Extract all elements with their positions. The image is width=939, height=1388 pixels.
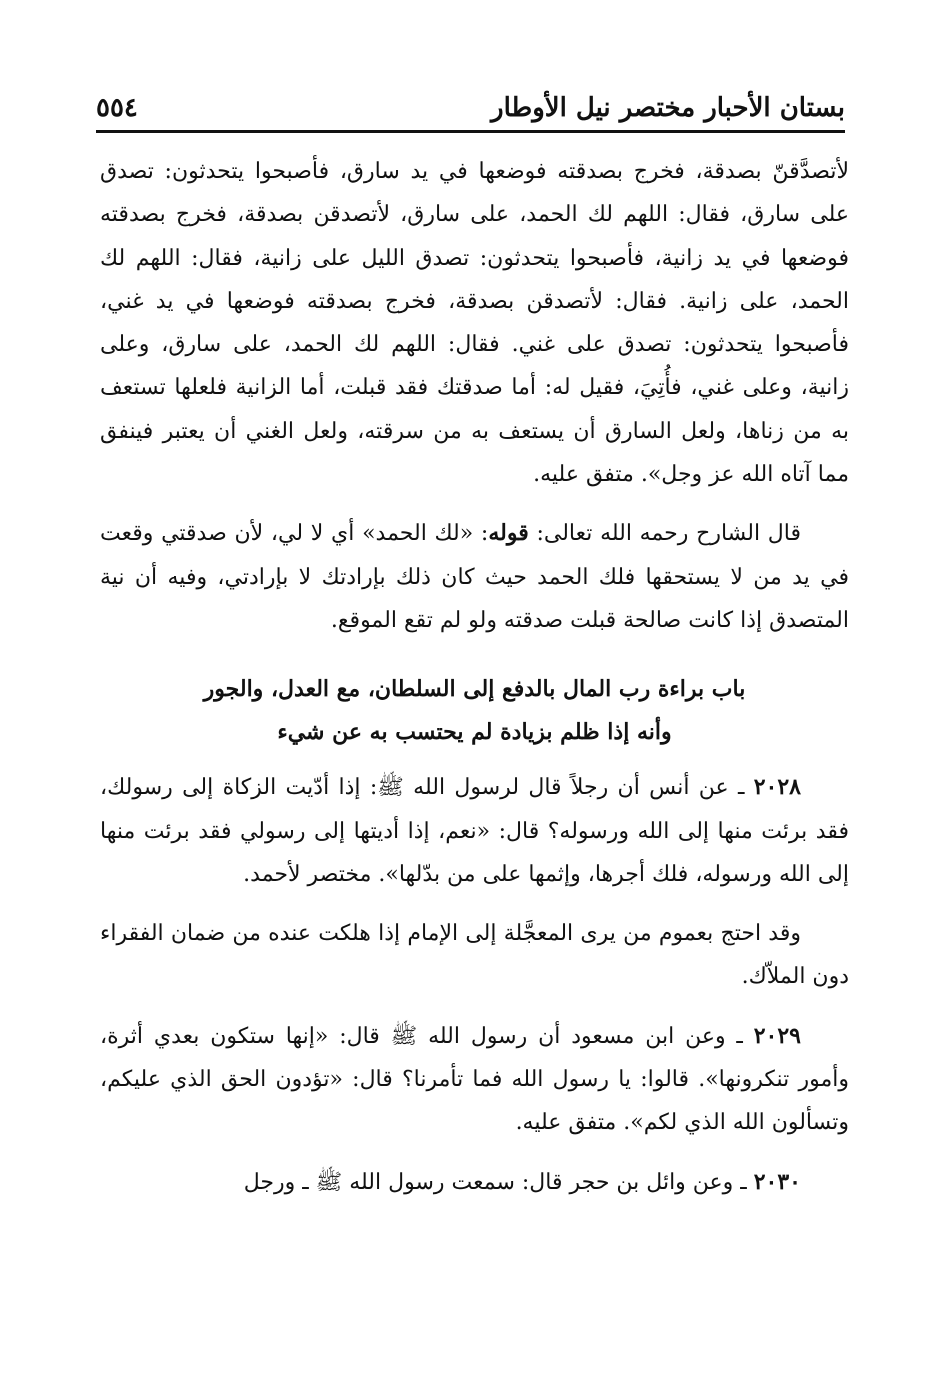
page-body [100,150,849,1204]
commentary-paragraph [100,512,849,642]
commentary-keyword: قوله [488,520,529,547]
hadith-number: ٢٠٢٨ [753,774,801,801]
hadith-continuation-paragraph: لأتصدَّقنّ بصدقة، فخرج بصدقته فوضعها في يد سارق، فأصبحوا يتحدثون: تصدق على سارق، فقال: اللهم لك الحمد، على سارق، لأتصدقن بصدقة، فخرج بصدقته فوضعها في يد زانية، فأصبحوا يتحدثون: تصدق الليل على زانية، فقال: اللهم لك الحمد، على زانية. فقال: لأتصدقن بصدقة، فخرج بصدقته فوضعها في يد غني، فأصبحوا يتحدثون: تصدق على غني. فقال: اللهم لك الحمد، على سارق، وعلى زانية، وعلى غني، فأُتِيَ، فقيل له: أما صدقتك فقد قبلت، أما الزانية فلعلها تستعف به من زناها، ولعل السارق أن يستعف به من سرقته، ولعل الغني أن يعتبر فينفق مما آتاه الله عز وجل». متفق عليه. [100,159,849,488]
hadith-text: ـ وعن وائل بن حجر قال: سمعت رسول الله ﷺ ـ ورجل [243,1169,754,1195]
commentary-intro: قال الشارح رحمه الله تعالى: [528,521,801,547]
hadith-2029-paragraph [100,1015,849,1145]
commentary-text: : «لك الحمد» أي لا لي، لأن صدقتي وقعت في يد من لا يستحقها فلك الحمد حيث كان ذلك بإرادتك لا بإرادتي، وفيه أن نية المتصدق إذا كانت صالحة قبلت صدقته ولو لم تقع الموقع. [100,521,849,633]
page-number: ٥٥٤ [96,93,138,123]
chapter-heading-line-2: وأنه إذا ظلم بزيادة لم يحتسب به عن شيء [277,719,672,746]
running-header [96,86,845,133]
note-paragraph: وقد احتج بعموم من يرى المعجَّلة إلى الإمام إذا هلكت عنده من ضمان الفقراء دون الملاّك. [100,921,849,990]
hadith-2030-paragraph [100,1161,849,1204]
hadith-text: ـ عن أنس أن رجلاً قال لرسول الله ﷺ: إذا أدّيت الزكاة إلى رسولك، فقد برئت منها إلى الله ورسوله؟ قال: «نعم، إذا أديتها إلى رسولي فقد برئت منها إلى الله ورسوله، فلك أجرها، وإثمها على من بدّلها». مختصر لأحمد. [100,775,849,887]
hadith-text: ـ وعن ابن مسعود أن رسول الله ﷺ قال: «إنها ستكون بعدي أثرة، وأمور تنكرونها». قالوا: يا رسول الله فما تأمرنا؟ قال: «تؤدون الحق الذي عليكم، وتسألون الله الذي لكم». متفق عليه. [100,1023,849,1136]
hadith-2028-paragraph [100,766,849,896]
chapter-heading [100,668,849,754]
hadith-number: ٢٠٣٠ [753,1168,801,1195]
book-title: بستان الأحبار مختصر نيل الأوطار [491,93,845,123]
hadith-number: ٢٠٢٩ [753,1022,801,1049]
chapter-heading-line-1: باب براءة رب المال بالدفع إلى السلطان، مع العدل، والجور [203,676,746,703]
